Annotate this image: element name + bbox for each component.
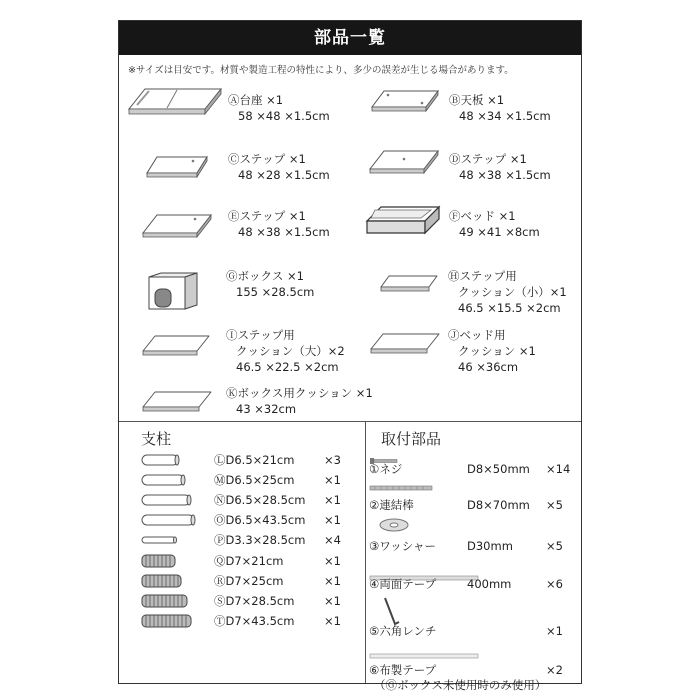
fitting-name: 連結棒 xyxy=(379,498,414,512)
part-b-illustration xyxy=(370,89,440,113)
fittings-section-title: 取付部品 xyxy=(381,430,442,448)
size-note: ※サイズは目安です。材質や製造工程の特性により、多少の誤差が生じる場合があります。 xyxy=(128,65,514,76)
post-row-t xyxy=(214,613,341,629)
part-d-illustration xyxy=(368,149,440,177)
post-mark: Ⓛ xyxy=(214,453,226,467)
part-h-illustration xyxy=(379,273,439,293)
fitting-spec: D30mm xyxy=(467,539,513,553)
parts-list-frame xyxy=(118,20,582,692)
fitting-qty: ×6 xyxy=(546,577,563,591)
part-d-name: ステップ ×1 xyxy=(460,152,527,166)
part-g-mark: Ⓖ xyxy=(226,269,238,283)
part-i-illustration xyxy=(141,333,211,359)
fitting-mark: ② xyxy=(369,498,380,512)
part-k-name: ボックス用クッション ×1 xyxy=(237,386,373,400)
part-k-mark: Ⓚ xyxy=(226,386,238,400)
part-i-name: ステップ用 xyxy=(237,328,295,342)
part-k-dim: 43 ×32cm xyxy=(236,402,297,416)
part-g xyxy=(226,268,314,300)
part-a-illustration xyxy=(127,87,223,117)
post-qty: ×1 xyxy=(324,513,341,527)
post-row-q xyxy=(214,553,341,569)
post-mark: Ⓜ xyxy=(214,473,226,487)
fitting-row-tape xyxy=(369,576,563,592)
part-j-mark: Ⓙ xyxy=(448,328,460,342)
part-d-dim: 48 ×38 ×1.5cm xyxy=(459,168,551,182)
post-row-o xyxy=(214,512,341,528)
post-r-illustration xyxy=(141,574,183,588)
fitting-qty: ×2 xyxy=(546,663,563,677)
part-e-dim: 48 ×38 ×1.5cm xyxy=(238,225,330,239)
fitting-fabric-tape-note: （Ⓖボックス未使用時のみ使用） xyxy=(374,678,547,692)
post-mark: Ⓢ xyxy=(214,594,226,608)
fitting-mark: ① xyxy=(369,462,380,476)
part-j-dim: 46 ×36cm xyxy=(458,360,519,374)
part-h-mark: Ⓗ xyxy=(448,269,460,283)
fitting-spec: D8×50mm xyxy=(467,462,530,476)
fitting-mark: ④ xyxy=(369,577,380,591)
post-mark: Ⓡ xyxy=(214,574,226,588)
fitting-row-screw xyxy=(369,461,571,477)
post-qty: ×1 xyxy=(324,574,341,588)
part-c-dim: 48 ×28 ×1.5cm xyxy=(238,168,330,182)
post-spec: D7×25cm xyxy=(225,574,284,588)
fitting-mark: ⑤ xyxy=(369,624,380,638)
fitting-mark: ⑥ xyxy=(369,663,380,677)
part-b-dim: 48 ×34 ×1.5cm xyxy=(459,109,551,123)
fitting-spec: D8×70mm xyxy=(467,498,530,512)
fitting-row-fabric-tape xyxy=(369,662,563,678)
post-row-m xyxy=(214,472,341,488)
post-row-p xyxy=(214,532,341,548)
part-a-mark: Ⓐ xyxy=(228,93,240,107)
post-qty: ×3 xyxy=(324,453,341,467)
post-s-illustration xyxy=(141,594,189,608)
part-f-mark: Ⓕ xyxy=(449,209,461,223)
post-mark: Ⓞ xyxy=(214,513,226,527)
fabric-tape-icon xyxy=(369,651,479,661)
part-e-mark: Ⓔ xyxy=(228,209,240,223)
part-j-name: ベッド用 xyxy=(459,328,506,342)
part-b-name: 天板 ×1 xyxy=(460,93,505,107)
post-n-illustration xyxy=(141,494,193,506)
part-a xyxy=(228,92,330,124)
part-g-dim: 155 ×28.5cm xyxy=(236,285,315,299)
part-e-name: ステップ ×1 xyxy=(239,209,306,223)
post-qty: ×1 xyxy=(324,594,341,608)
part-i-line2: クッション（大）×2 xyxy=(236,344,345,358)
page-title: 部品一覧 xyxy=(119,21,581,55)
fitting-row-wrench xyxy=(369,623,563,639)
part-j-illustration xyxy=(369,331,441,357)
post-spec: D3.3×28.5cm xyxy=(225,533,306,547)
part-c-illustration xyxy=(145,155,209,179)
part-d xyxy=(449,151,551,183)
part-c-mark: Ⓒ xyxy=(228,152,240,166)
post-spec: D7×43.5cm xyxy=(225,614,295,628)
part-c xyxy=(228,151,330,183)
post-row-s xyxy=(214,593,341,609)
fitting-name: 両面テープ xyxy=(379,577,437,591)
fitting-qty: ×5 xyxy=(546,539,563,553)
part-b-mark: Ⓑ xyxy=(449,93,461,107)
part-h-dim: 46.5 ×15.5 ×2cm xyxy=(458,301,561,315)
post-qty: ×4 xyxy=(324,533,341,547)
post-spec: D6.5×21cm xyxy=(225,453,295,467)
post-row-n xyxy=(214,492,341,508)
fitting-mark: ③ xyxy=(369,539,380,553)
part-e-illustration xyxy=(141,213,213,241)
post-row-r xyxy=(214,573,341,589)
part-g-illustration xyxy=(147,271,199,311)
post-spec: D7×28.5cm xyxy=(225,594,295,608)
fitting-qty: ×1 xyxy=(546,624,563,638)
post-o-illustration xyxy=(141,514,197,526)
post-t-illustration xyxy=(141,614,193,628)
connecting-rod-icon xyxy=(369,485,433,491)
part-h xyxy=(448,268,567,316)
post-spec: D6.5×28.5cm xyxy=(225,493,306,507)
part-k xyxy=(226,385,373,417)
part-f-illustration xyxy=(365,205,441,237)
fitting-name: ワッシャー xyxy=(379,539,437,553)
part-i-dim: 46.5 ×22.5 ×2cm xyxy=(236,360,339,374)
part-d-mark: Ⓓ xyxy=(449,152,461,166)
part-k-illustration xyxy=(141,389,213,415)
fitting-qty: ×5 xyxy=(546,498,563,512)
part-i-mark: Ⓘ xyxy=(226,328,238,342)
post-spec: D6.5×25cm xyxy=(225,473,295,487)
post-spec: D7×21cm xyxy=(225,554,284,568)
post-qty: ×1 xyxy=(324,554,341,568)
post-l-illustration xyxy=(141,454,181,466)
posts-section-title: 支柱 xyxy=(141,430,172,448)
part-g-name: ボックス ×1 xyxy=(237,269,304,283)
post-mark: Ⓠ xyxy=(214,554,226,568)
part-c-name: ステップ ×1 xyxy=(239,152,306,166)
part-j xyxy=(448,327,536,375)
post-m-illustration xyxy=(141,474,187,486)
part-b xyxy=(449,92,551,124)
post-mark: Ⓟ xyxy=(214,533,226,547)
washer-icon xyxy=(379,518,409,532)
fitting-spec: 400mm xyxy=(467,577,512,591)
fitting-row-washer xyxy=(369,538,563,554)
part-f-dim: 49 ×41 ×8cm xyxy=(459,225,540,239)
part-h-name: ステップ用 xyxy=(459,269,517,283)
post-qty: ×1 xyxy=(324,493,341,507)
section-divider-horizontal xyxy=(119,421,581,422)
fitting-name: 布製テープ xyxy=(379,663,437,677)
part-e xyxy=(228,208,330,240)
part-i xyxy=(226,327,345,375)
post-row-l xyxy=(214,452,341,468)
part-j-line2: クッション ×1 xyxy=(458,344,536,358)
post-qty: ×1 xyxy=(324,614,341,628)
part-f xyxy=(449,208,540,240)
part-a-name: 台座 ×1 xyxy=(239,93,284,107)
fitting-row-rod xyxy=(369,497,563,513)
fitting-qty: ×14 xyxy=(546,462,571,476)
post-q-illustration xyxy=(141,554,177,568)
fitting-name: 六角レンチ xyxy=(379,624,437,638)
section-divider-vertical xyxy=(365,421,366,683)
fitting-name: ネジ xyxy=(379,462,403,476)
post-mark: Ⓝ xyxy=(214,493,226,507)
post-qty: ×1 xyxy=(324,473,341,487)
part-f-name: ベッド ×1 xyxy=(460,209,516,223)
post-spec: D6.5×43.5cm xyxy=(225,513,306,527)
part-a-dim: 58 ×48 ×1.5cm xyxy=(238,109,330,123)
part-h-line2: クッション（小）×1 xyxy=(458,285,567,299)
post-p-illustration xyxy=(141,536,179,544)
post-mark: Ⓣ xyxy=(214,614,226,628)
